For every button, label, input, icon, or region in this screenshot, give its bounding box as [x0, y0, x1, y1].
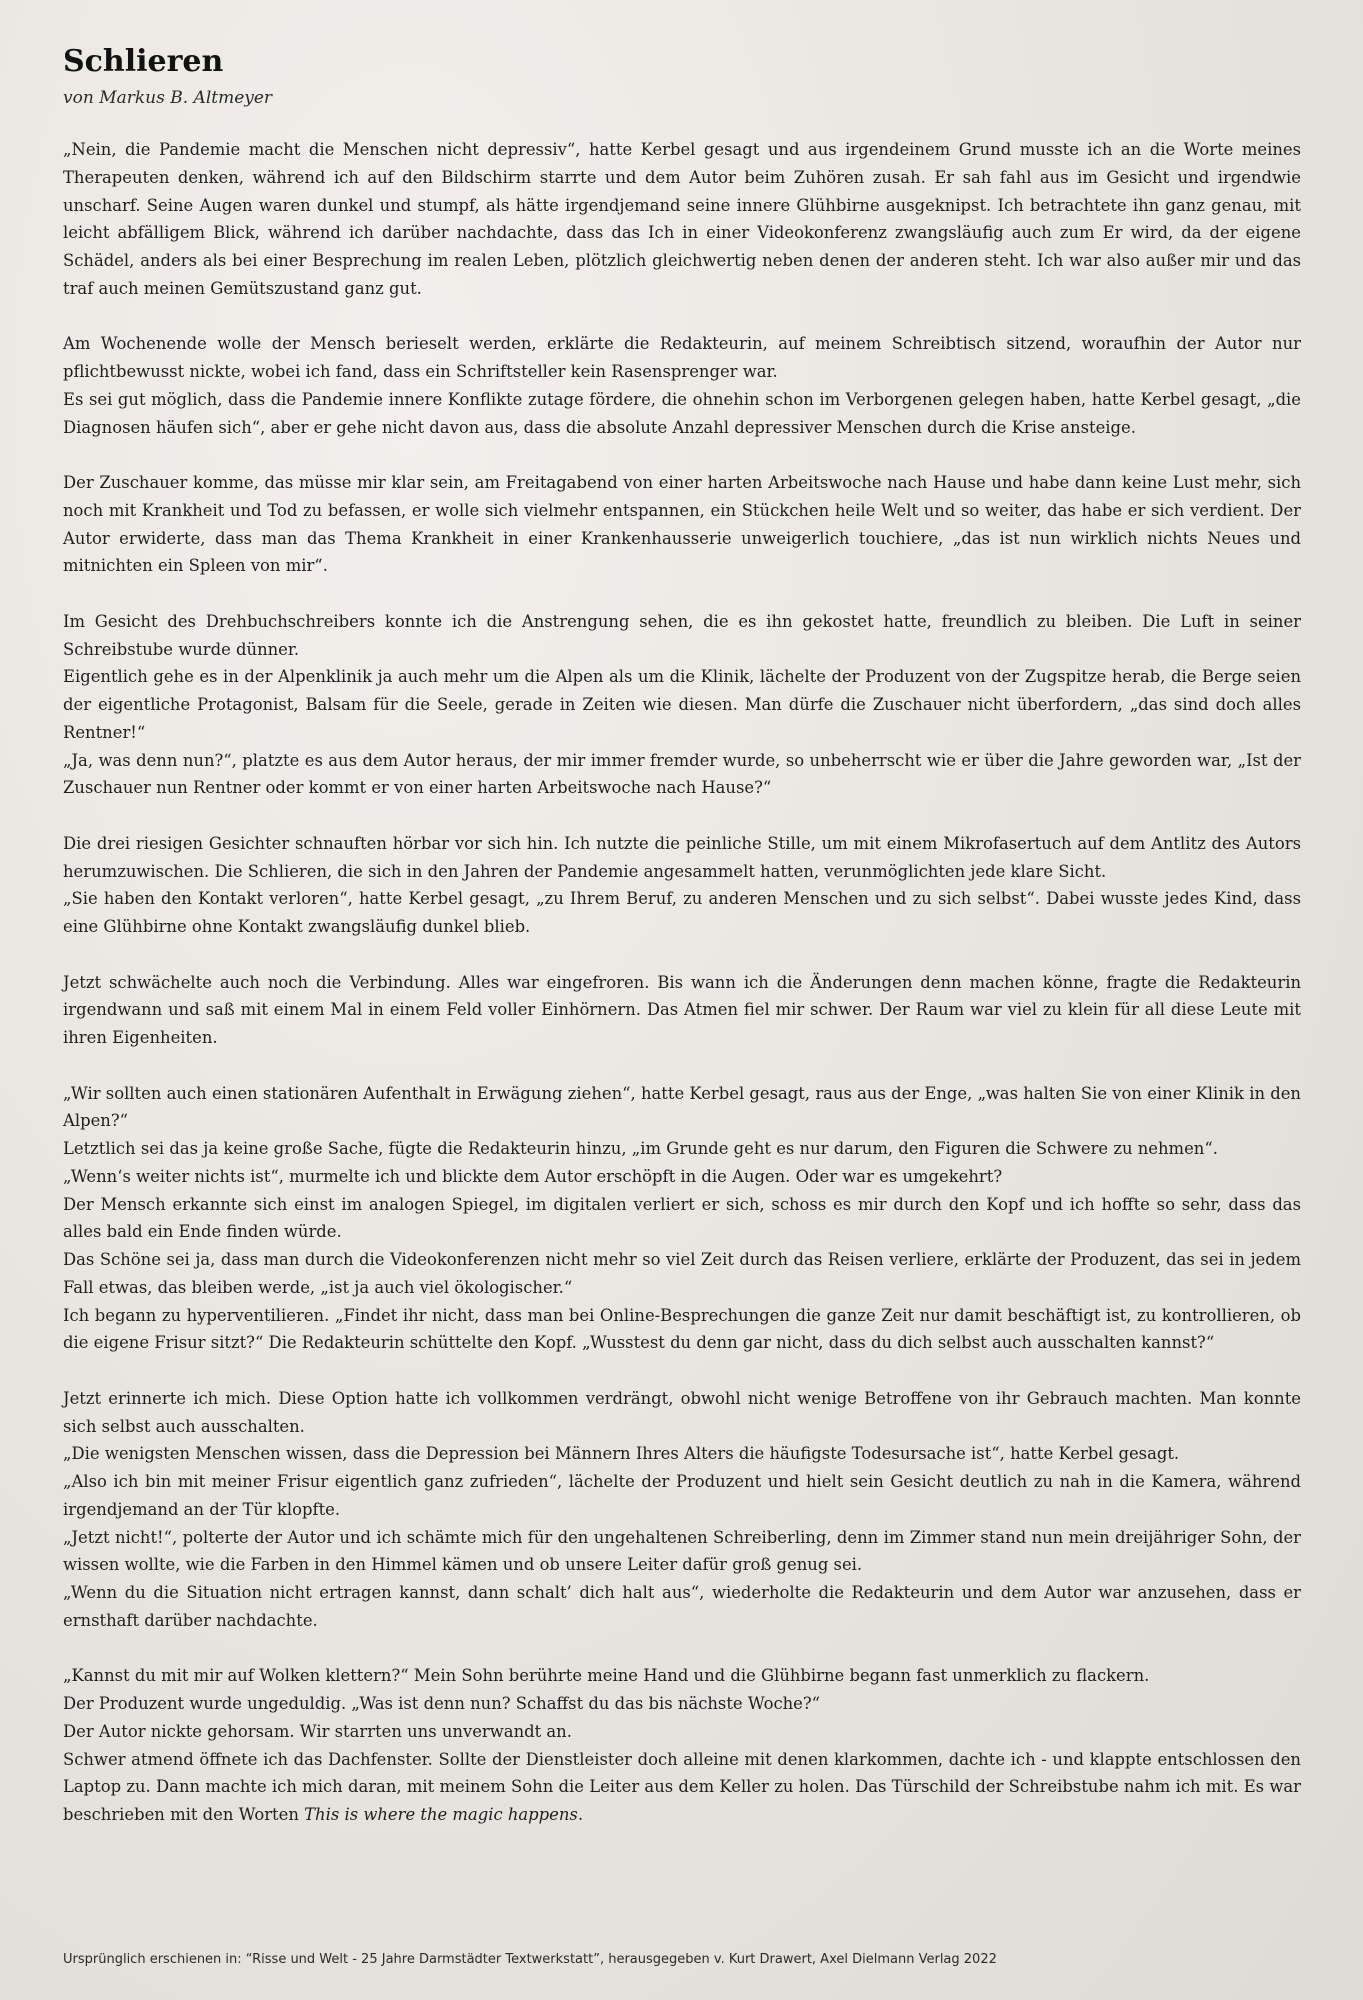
paragraph: Eigentlich gehe es in der Alpenklinik ja auch mehr um die Alpen als um die Klinik, lächelte der Produzent von der Zugspitze herab, die Berge seien der eigentliche Protagonist, Balsam für die Seele, gerade in Zeiten wie diesen. Man dürfe die Zuschauer nicht überfordern, „das sind doch alles Rentner!“: [63, 667, 1301, 742]
paragraph-gap: [63, 441, 1301, 469]
paragraph: Es sei gut möglich, dass die Pandemie innere Konflikte zutage fördere, die ohnehin schon im Verborgenen gelegen haben, hatte Kerbel gesagt, „die Diagnosen häufen sich“, aber er gehe nicht davon aus, dass die absolute Anzahl depressiver Menschen durch die Krise ansteige.: [63, 389, 1301, 437]
paragraph: „Nein, die Pandemie macht die Menschen nicht depressiv“, hatte Kerbel gesagt und aus irgendeinem Grund musste ich an die Worte meines Therapeuten denken, während ich auf den Bildschirm starrte und dem Autor beim Zuhören zusah. Er sah fahl aus im Gesicht und irgendwie unscharf. Seine Augen waren dunkel und stumpf, als hätte irgendjemand seine innere Glühbirne ausgeknipst. Ich betrachtete ihn ganz genau, mit leicht abfälligem Blick, während ich darüber nachdachte, dass das Ich in einer Videokonferenz zwangsläufig auch zum Er wird, da der eigene Schädel, anders als bei einer Besprechung im realen Leben, plötzlich gleichwertig neben denen der anderen steht. Ich war also außer mir und das traf auch meinen Gemütszustand ganz gut.: [63, 140, 1301, 298]
paragraph-gap: [63, 941, 1301, 969]
paragraph: Ich begann zu hyperventilieren. „Findet ihr nicht, dass man bei Online-Besprechungen die ganze Zeit nur damit beschäftigt ist, zu kontrollieren, ob die eigene Frisur sitzt?“ Die Redakteurin schüttelte den Kopf. „Wusstest du denn gar nicht, dass du dich selbst auch ausschalten kannst?“: [63, 1305, 1301, 1353]
paragraph: Am Wochenende wolle der Mensch berieselt werden, erklärte die Redakteurin, auf meinem Schreibtisch sitzend, woraufhin der Autor nur pflichtbewusst nickte, wobei ich fand, dass ein Schriftsteller kein Rasensprenger war.: [63, 334, 1301, 381]
paragraph-gap: [63, 1357, 1301, 1385]
paragraph: „Also ich bin mit meiner Frisur eigentlich ganz zufrieden“, lächelte der Produzent und hielt sein Gesicht deutlich zu nah in die Kamera, während irgendjemand an der Tür klopfte.: [63, 1472, 1301, 1519]
closing-text: Schwer atmend öffnete ich das Dachfenster. Sollte der Dienstleister doch alleine mit denen klarkommen, dachte ich - und klappte entschlossen den Laptop zu. Dann machte ich mich daran, mit meinem Sohn die Leiter aus dem Keller zu holen. Das Türschild der Schreibstube nahm ich mit. Es war beschrieben mit den Worten: [63, 1749, 1301, 1824]
paragraph: „Wenn du die Situation nicht ertragen kannst, dann schalt’ dich halt aus“, wiederholte die Redakteurin und dem Autor war anzusehen, dass er ernsthaft darüber nachdachte.: [63, 1583, 1301, 1630]
paragraph-gap: [63, 802, 1301, 830]
paragraph: Der Autor nickte gehorsam. Wir starrten uns unverwandt an.: [63, 1721, 572, 1741]
source-footnote: Ursprünglich erschienen in: “Risse und Welt - 25 Jahre Darmstädter Textwerkstatt”, herausgegeben v. Kurt Drawert, Axel Dielmann Verlag 2022: [63, 1952, 997, 1967]
paragraph: Jetzt schwächelte auch noch die Verbindung. Alles war eingefroren. Bis wann ich die Änderungen denn machen könne, fragte die Redakteurin irgendwann und saß mit einem Mal in einem Feld voller Einhörnern. Das Atmen fiel mir schwer. Der Raum war viel zu klein für all diese Leute mit ihren Eigenheiten.: [63, 972, 1301, 1047]
paragraph: Der Produzent wurde ungeduldig. „Was ist denn nun? Schaffst du das bis nächste Woche?“: [63, 1694, 821, 1713]
paragraph: Der Zuschauer komme, das müsse mir klar sein, am Freitagabend von einer harten Arbeitswoche nach Hause und habe dann keine Lust mehr, sich noch mit Krankheit und Tod zu befassen, er wolle sich vielmehr entspannen, ein Stückchen heile Welt und so weiter, das habe er sich verdient. Der Autor erwiderte, dass man das Thema Krankheit in einer Krankenhausserie unweigerlich touchiere, „das ist nun wirklich nichts Neues und mitnichten ein Spleen von mir“.: [63, 473, 1301, 576]
paragraph: „Jetzt nicht!“, polterte der Autor und ich schämte mich für den ungehaltenen Schreiberling, denn im Zimmer stand nun mein dreijähriger Sohn, der wissen wollte, wie die Farben in den Himmel kämen und ob unsere Leiter dafür groß genug sei.: [63, 1527, 1301, 1575]
paragraph: Im Gesicht des Drehbuchschreibers konnte ich die Anstrengung sehen, die es ihn gekostet hatte, freundlich zu bleiben. Die Luft in seiner Schreibstube wurde dünner.: [63, 611, 1301, 659]
article: [63, 40, 1301, 1829]
story-title: Schlieren: [63, 44, 224, 79]
paragraph-gap: [63, 1052, 1301, 1080]
paragraph: Das Schöne sei ja, dass man durch die Videokonferenzen nicht mehr so viel Zeit durch das Reisen verliere, erklärte der Produzent, das sei in jedem Fall etwas, das bleiben werde, „ist ja auch viel ökologischer.“: [63, 1250, 1301, 1297]
paragraph: „Wenn‘s weiter nichts ist“, murmelte ich und blickte dem Autor erschöpft in die Augen. Oder war es umgekehrt?: [63, 1166, 1003, 1186]
paragraph: „Wir sollten auch einen stationären Aufenthalt in Erwägung ziehen“, hatte Kerbel gesagt, raus aus der Enge, „was halten Sie von einer Klinik in den Alpen?“: [63, 1083, 1301, 1131]
paragraph: Letztlich sei das ja keine große Sache, fügte die Redakteurin hinzu, „im Grunde geht es nur darum, den Figuren die Schwere zu nehmen“.: [63, 1139, 1218, 1158]
paragraph: Die drei riesigen Gesichter schnauften hörbar vor sich hin. Ich nutzte die peinliche Stille, um mit einem Mikrofasertuch auf dem Antlitz des Autors herumzuwischen. Die Schlieren, die sich in den Jahren der Pandemie angesammelt hatten, verunmöglichten jede klare Sicht.: [63, 833, 1301, 881]
closing-end: .: [577, 1805, 584, 1824]
author-line: von Markus B. Altmeyer: [63, 88, 273, 108]
paragraph-gap: [63, 580, 1301, 608]
story-body: [63, 136, 1301, 1746]
closing-paragraph: [63, 1746, 1301, 1829]
paragraph-gap: [63, 1635, 1301, 1663]
paragraph: „Kannst du mit mir auf Wolken klettern?“ Mein Sohn berührte meine Hand und die Glühbirne begann fast unmerklich zu flackern.: [63, 1666, 1150, 1686]
paragraph: „Sie haben den Kontakt verloren“, hatte Kerbel gesagt, „zu Ihrem Beruf, zu anderen Menschen und zu sich selbst“. Dabei wusste jedes Kind, dass eine Glühbirne ohne Kontakt zwangsläufig dunkel blieb.: [63, 889, 1301, 936]
paragraph: „Ja, was denn nun?“, platzte es aus dem Autor heraus, der mir immer fremder wurde, so unbeherrscht wie er über die Jahre geworden war, „Ist der Zuschauer nun Rentner oder kommt er von einer harten Arbeitswoche nach Hause?“: [63, 750, 1301, 798]
paragraph-gap: [63, 303, 1301, 331]
paragraph: Jetzt erinnerte ich mich. Diese Option hatte ich vollkommen verdrängt, obwohl nicht wenige Betroffene von ihr Gebrauch machten. Man konnte sich selbst auch ausschalten.: [63, 1388, 1301, 1436]
closing-emphasis: This is where the magic happens: [304, 1805, 578, 1824]
paragraph: Der Mensch erkannte sich einst im analogen Spiegel, im digitalen verliert er sich, schoss es mir durch den Kopf und ich hoffte so sehr, dass das alles bald ein Ende finden würde.: [63, 1194, 1301, 1242]
paragraph: „Die wenigsten Menschen wissen, dass die Depression bei Männern Ihres Alters die häufigste Todesursache ist“, hatte Kerbel gesagt.: [63, 1444, 1180, 1464]
